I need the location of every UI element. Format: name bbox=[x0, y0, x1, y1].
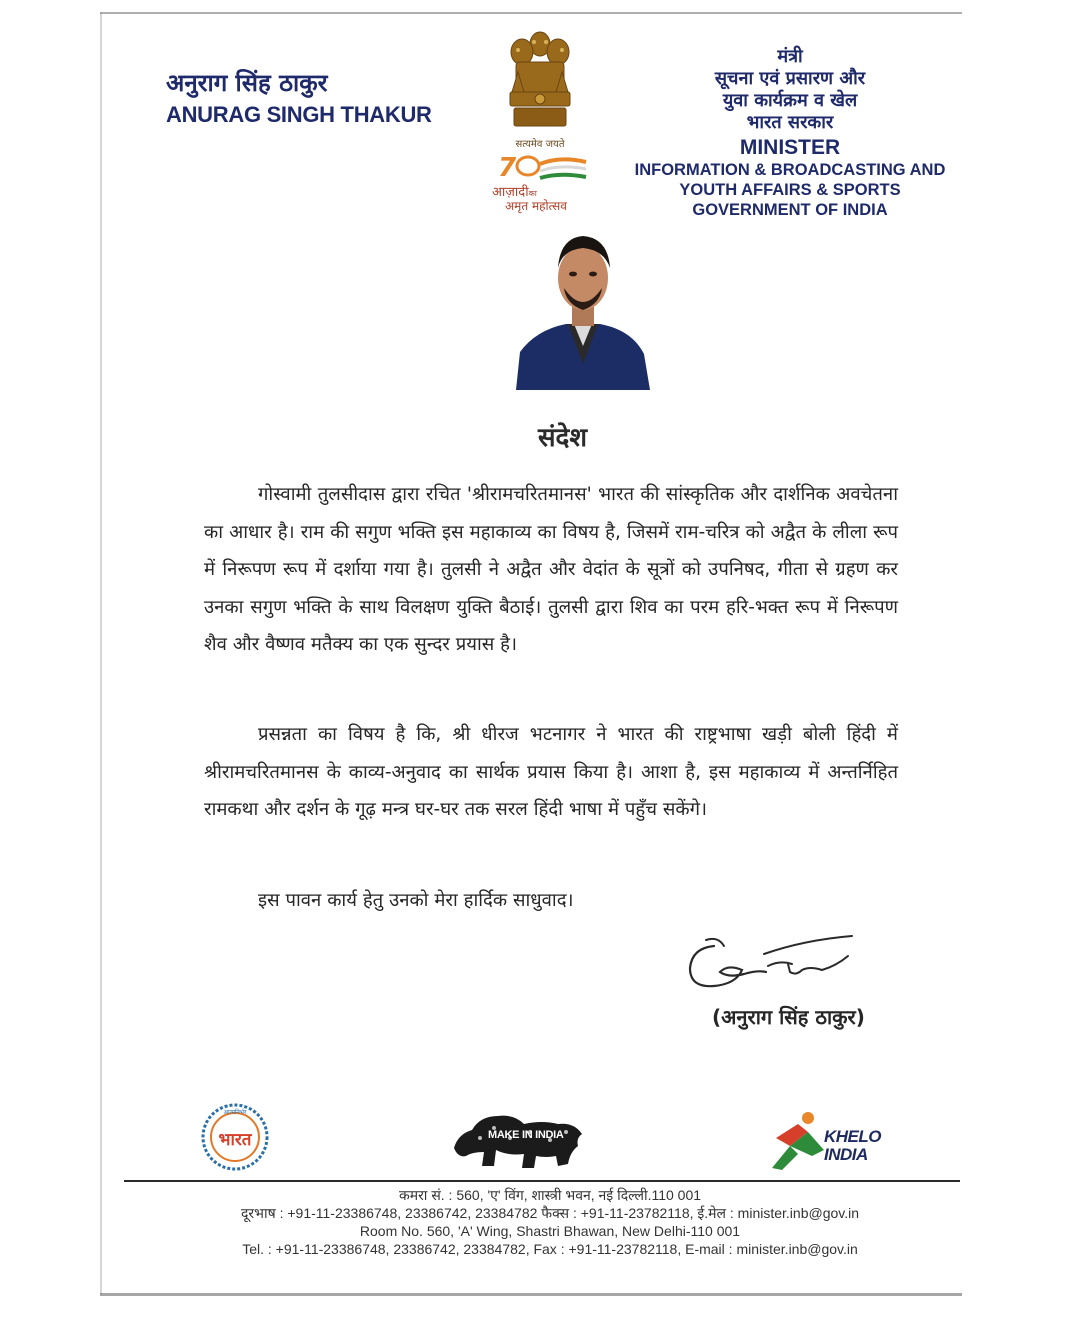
page-edge-bottom bbox=[100, 1293, 962, 1296]
message-paragraph: गोस्वामी तुलसीदास द्वारा रचित 'श्रीरामचरितमानस' भारत की सांस्कृतिक और दार्शनिक अवचेतना का आधार है। राम की सगुण भक्ति इस महाकाव्य का विषय है, जिसमें राम-चरित्र को अद्वैत के लीला रूप में निरूपण रूप में दर्शाया गया है। तुलसी ने अद्वैत और वेदांत के सूत्रों को उपनिषद, गीता से ग्रहण कर उनका सगुण भक्ति के साथ विलक्षण युक्ति बैठाई। तुलसी द्वारा शिव का परम हरि-भक्त रूप में निरूपण शैव और वैष्णव मतैक्य का एक सुन्दर प्रयास है। bbox=[204, 484, 898, 655]
ministry-designation bbox=[620, 46, 960, 220]
khelo-india-runner-icon bbox=[768, 1110, 828, 1172]
handwritten-signature bbox=[684, 926, 864, 996]
svg-text:7: 7 bbox=[498, 153, 517, 183]
designation-english-title: MINISTER bbox=[739, 136, 841, 159]
designation-english-line: GOVERNMENT OF INDIA bbox=[692, 201, 888, 219]
designation-english-line: YOUTH AFFAIRS & SPORTS bbox=[679, 181, 901, 199]
minister-name-hindi: अनुराग सिंह ठाकुर bbox=[166, 69, 328, 97]
national-emblem-icon bbox=[502, 28, 578, 134]
svg-text:आत्मनिर्भर: आत्मनिर्भर bbox=[223, 1109, 247, 1116]
footer-contact-block bbox=[150, 1186, 950, 1258]
designation-english-line: INFORMATION & BROADCASTING AND bbox=[634, 161, 946, 179]
page-edge-top bbox=[100, 12, 962, 14]
footer-address-hindi: कमरा सं. : 560, 'ए' विंग, शास्त्री भवन, नई दिल्ली.110 001 bbox=[398, 1187, 702, 1203]
emblem-motto: सत्यमेव जयते bbox=[515, 139, 565, 150]
minister-name-english: ANURAG SINGH THAKUR bbox=[166, 102, 432, 127]
designation-hindi-line: भारत सरकार bbox=[746, 112, 834, 133]
footer-contact-hindi: दूरभाष : +91-11-23386748, 23386742, 23384782 फैक्स : +91-11-23782118, ई.मेल : minister.inb@gov.in bbox=[240, 1205, 860, 1221]
page-edge-left bbox=[100, 12, 102, 1295]
make-in-india-text: MAKE IN INDIA bbox=[488, 1129, 564, 1141]
signatory-name: (अनुराग सिंह ठाकुर) bbox=[712, 1005, 865, 1029]
message-heading: संदेश bbox=[537, 423, 588, 453]
svg-text:भारत: भारत bbox=[218, 1130, 252, 1150]
designation-hindi-line: सूचना एवं प्रसारण और bbox=[714, 68, 866, 89]
designation-hindi-title: मंत्री bbox=[777, 46, 803, 67]
azadi-logo-line2: अमृत महोत्सव bbox=[505, 199, 567, 213]
khelo-india-wordmark: KHELO INDIA bbox=[824, 1127, 881, 1164]
azadi-logo-line1: आज़ादीका bbox=[492, 185, 537, 200]
footer-divider bbox=[124, 1180, 960, 1182]
footer-contact-english: Tel. : +91-11-23386748, 23386742, 23384782, Fax : +91-11-23782118, E-mail : minister.inb@gov.in bbox=[242, 1241, 858, 1257]
minister-portrait-photo bbox=[516, 224, 650, 390]
message-paragraph: इस पावन कार्य हेतु उनको मेरा हार्दिक साधुवाद। bbox=[258, 890, 574, 911]
message-paragraph: प्रसन्नता का विषय है कि, श्री धीरज भटनागर ने भारत की राष्ट्रभाषा खड़ी बोली हिंदी में श्रीरामचरितमानस के काव्य-अनुवाद का सार्थक प्रयास किया है। आशा है, इस महाकाव्य में अन्तर्निहित रामकथा और दर्शन के गूढ़ मन्त्र घर-घर तक सरल हिंदी भाषा में पहुँच सकेंगे। bbox=[204, 724, 898, 820]
footer-address-english: Room No. 560, 'A' Wing, Shastri Bhawan, New Delhi-110 001 bbox=[359, 1223, 741, 1239]
aatmanirbhar-bharat-logo-icon bbox=[200, 1102, 270, 1172]
designation-hindi-line: युवा कार्यक्रम व खेल bbox=[722, 90, 858, 111]
make-in-india-lion-icon bbox=[450, 1108, 586, 1174]
